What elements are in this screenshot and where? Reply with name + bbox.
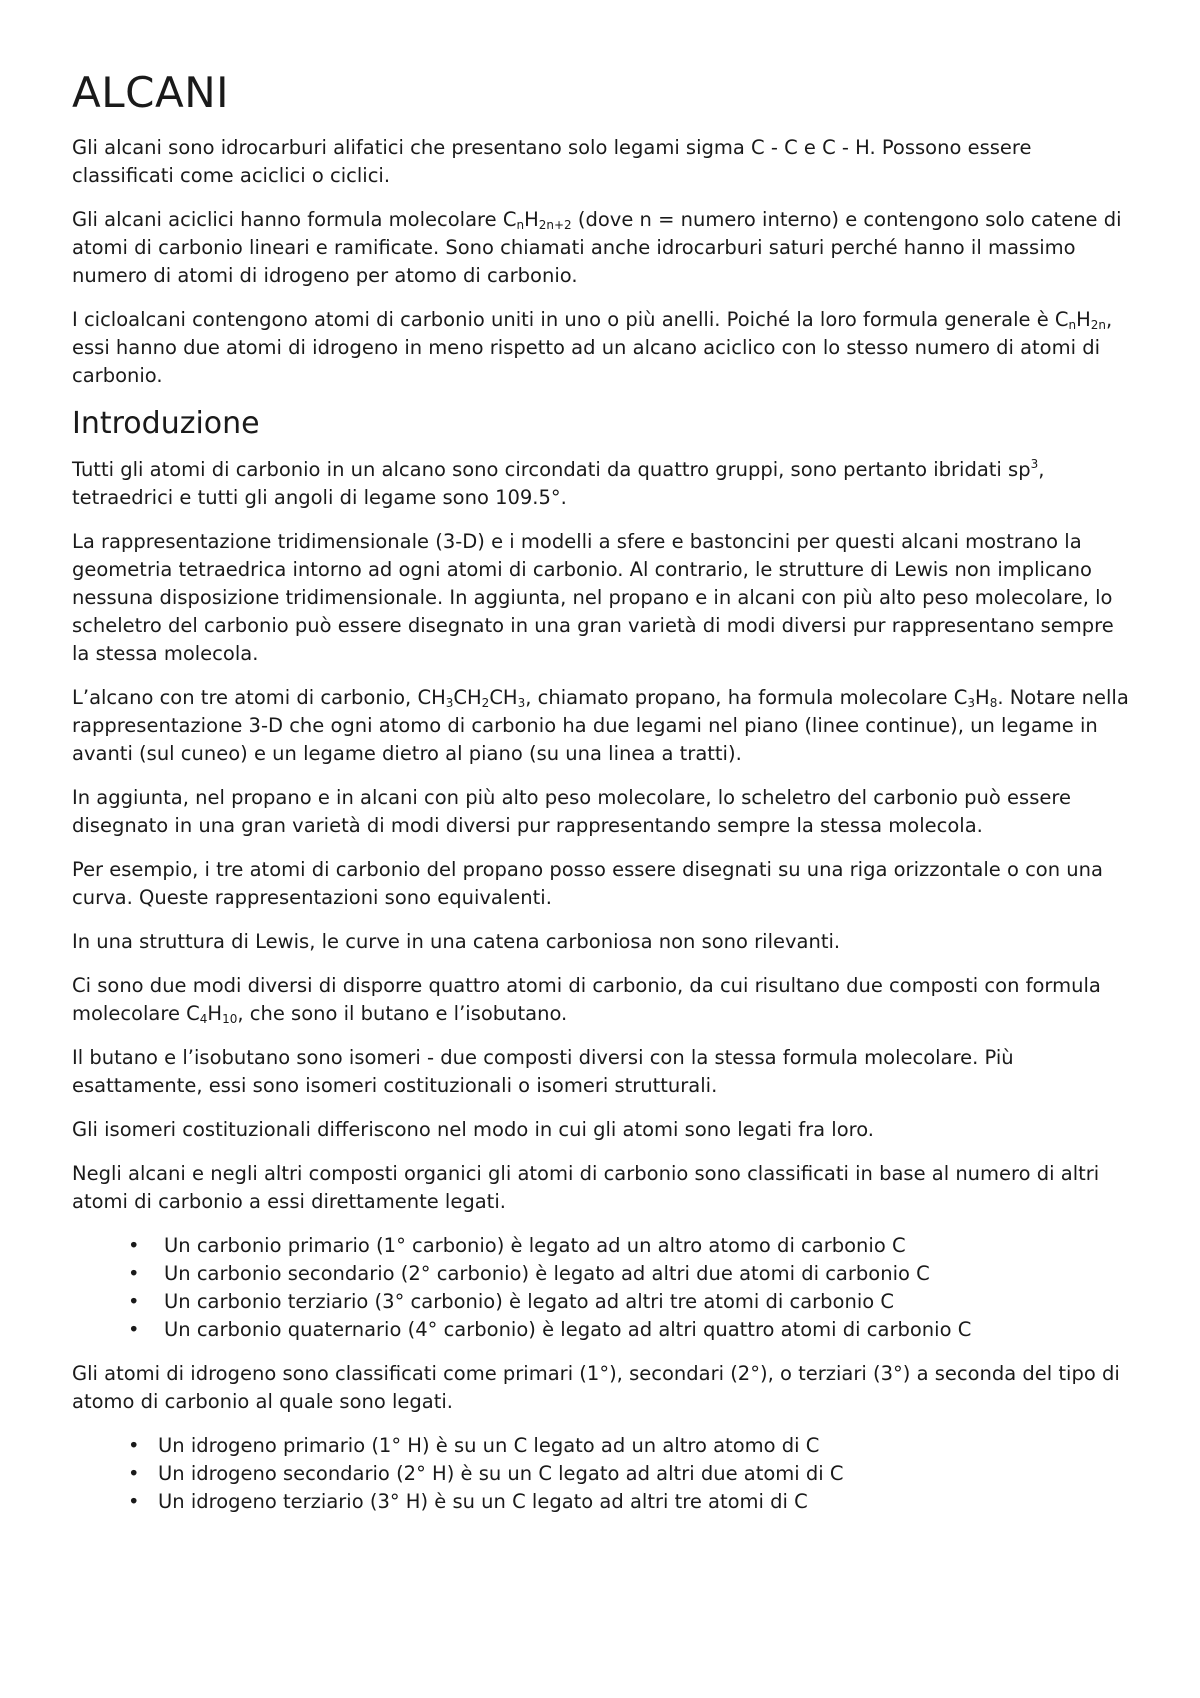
bullet-icon: • xyxy=(128,1234,140,1258)
bullet-icon: • xyxy=(128,1290,140,1314)
section-title-introduzione: Introduzione xyxy=(72,406,260,442)
paragraph-3d-representation: La rappresentazione tridimensionale (3-D) e i modelli a sfere e bastoncini per questi alcani mostrano la geometria tetraedrica intorno ad ogni atomi di carbonio. Al contrario, le strutture di Lewis non implicano nessuna disposizione tridimensionale. In aggiunta, nel propano e in alcani con più alto peso molecolare, lo scheletro del carbonio può essere disegnato in una gran varietà di modi diversi pur rappresentano sempre la stessa molecola. xyxy=(72,530,1114,666)
paragraph-intro-3: I cicloalcani contengono atomi di carbonio uniti in uno o più anelli. Poiché la loro formula generale è $C_nH_{2n}$, essi hanno due atomi di idrogeno in meno rispetto ad un alcano aciclico con lo stesso numero di atomi di carbonio. xyxy=(72,308,1113,388)
list-item: • Un idrogeno secondario (2° H) è su un C legato ad altri due atomi di C xyxy=(72,1460,1132,1488)
list-item: • Un carbonio quaternario (4° carbonio) è legato ad altri quattro atomi di carbonio C xyxy=(72,1316,1132,1344)
hydrogen-classification-list xyxy=(72,1432,1132,1516)
bullet-icon: • xyxy=(128,1318,140,1342)
bullet-icon: • xyxy=(128,1490,140,1514)
paragraph-hydrogen-classification: Gli atomi di idrogeno sono classificati come primari (1°), secondari (2°), o terziari (3°) a seconda del tipo di atomo di carbonio al quale sono legati. xyxy=(72,1362,1120,1414)
paragraph-isomers: Il butano e l’isobutano sono isomeri - due composti diversi con la stessa formula molecolare. Più esattamente, essi sono isomeri costituzionali o isomeri strutturali. xyxy=(72,1046,1014,1098)
paragraph-carbon-classification: Negli alcani e negli altri composti organici gli atomi di carbonio sono classificati in base al numero di altri atomi di carbonio a essi direttamente legati. xyxy=(72,1162,1100,1214)
list-item: • Un carbonio secondario (2° carbonio) è legato ad altri due atomi di carbonio C xyxy=(72,1260,1132,1288)
paragraph-sp3: Tutti gli atomi di carbonio in un alcano sono circondati da quattro gruppi, sono pertanto ibridati $sp^3$, tetraedrici e tutti gli angoli di legame sono 109.5°. xyxy=(72,457,1045,510)
bullet-icon: • xyxy=(128,1462,140,1486)
bullet-icon: • xyxy=(128,1262,140,1286)
paragraph-intro-1: Gli alcani sono idrocarburi alifatici che presentano solo legami sigma C - C e C - H. Possono essere classificati come aciclici o ciclici. xyxy=(72,136,1032,188)
list-item: • Un carbonio primario (1° carbonio) è legato ad un altro atomo di carbonio C xyxy=(72,1232,1132,1260)
paragraph-carbon-skeleton: In aggiunta, nel propano e in alcani con più alto peso molecolare, lo scheletro del carbonio può essere disegnato in una gran varietà di modi diversi pur rappresentando sempre la stessa molecola. xyxy=(72,786,1071,838)
list-item: • Un idrogeno terziario (3° H) è su un C legato ad altri tre atomi di C xyxy=(72,1488,1132,1516)
paragraph-propane: L’alcano con tre atomi di carbonio, $CH_3CH_2CH_3$, chiamato propano, ha formula molecolare $C_3H_8$. Notare nella rappresentazione 3-D che ogni atomo di carbonio ha due legami nel piano (linee continue), un legame in avanti (sul cuneo) e un legame dietro al piano (su una linea a tratti). xyxy=(72,686,1129,766)
bullet-icon: • xyxy=(128,1434,140,1458)
document-page xyxy=(72,70,1132,1532)
carbon-classification-list xyxy=(72,1232,1132,1344)
paragraph-intro-2: Gli alcani aciclici hanno formula molecolare $C_nH_{2n+2}$ (dove n = numero interno) e contengono solo catene di atomi di carbonio lineari e ramificate. Sono chiamati anche idrocarburi saturi perché hanno il massimo numero di atomi di idrogeno per atomo di carbonio. xyxy=(72,208,1122,288)
paragraph-butane: Ci sono due modi diversi di disporre quattro atomi di carbonio, da cui risultano due composti con formula molecolare $C_4H_{10}$, che sono il butano e l’isobutano. xyxy=(72,974,1101,1027)
list-item: • Un carbonio terziario (3° carbonio) è legato ad altri tre atomi di carbonio C xyxy=(72,1288,1132,1316)
paragraph-constitutional-isomers: Gli isomeri costituzionali differiscono nel modo in cui gli atomi sono legati fra loro. xyxy=(72,1118,875,1142)
paragraph-lewis: In una struttura di Lewis, le curve in una catena carboniosa non sono rilevanti. xyxy=(72,930,841,954)
list-item: • Un idrogeno primario (1° H) è su un C legato ad un altro atomo di C xyxy=(72,1432,1132,1460)
paragraph-example: Per esempio, i tre atomi di carbonio del propano posso essere disegnati su una riga orizzontale o con una curva. Queste rappresentazioni sono equivalenti. xyxy=(72,858,1103,910)
page-title: ALCANI xyxy=(72,68,229,117)
